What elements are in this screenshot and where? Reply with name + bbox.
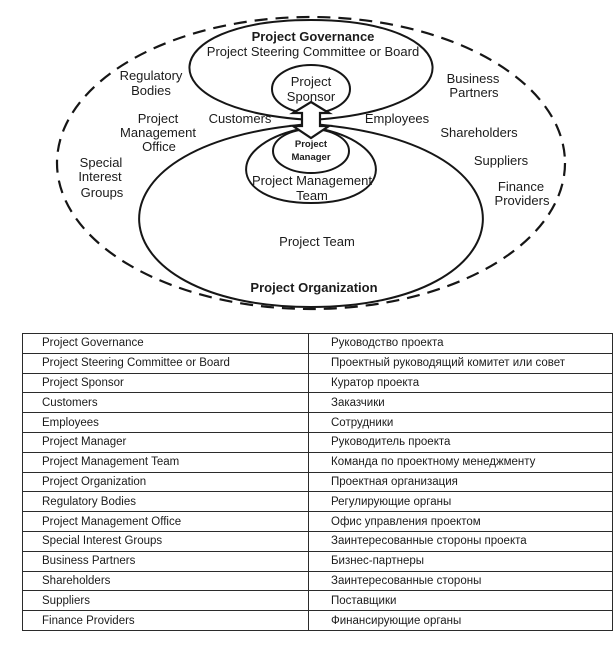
business-partners-label-line2: Partners xyxy=(449,85,499,100)
table-cell-ru: Сотрудники xyxy=(309,413,613,433)
customers-label: Customers xyxy=(208,111,272,126)
project-team-label: Project Team xyxy=(279,234,355,249)
table-cell-en: Business Partners xyxy=(23,551,309,571)
table-row xyxy=(23,334,613,354)
sponsor-label-line1: Project xyxy=(290,74,332,89)
employees-label: Employees xyxy=(364,111,430,126)
table-cell-ru: Руководство проекта xyxy=(309,334,613,354)
table-row xyxy=(23,571,613,591)
pmo-label-line2: Management xyxy=(120,125,196,140)
table-cell-en: Customers xyxy=(23,393,309,413)
table-cell-en: Suppliers xyxy=(23,591,309,611)
table-cell-ru: Куратор проекта xyxy=(309,373,613,393)
manager-label-line2: Manager xyxy=(291,152,331,163)
table-cell-en: Project Organization xyxy=(23,472,309,492)
steering-subtitle: Project Steering Committee or Board xyxy=(206,44,420,59)
pm-team-label-line2: Team xyxy=(296,188,328,203)
table-row xyxy=(23,551,613,571)
special-interest-groups-label-line2: Interest xyxy=(78,169,122,184)
table-row xyxy=(23,591,613,611)
regulatory-bodies-label-line1: Regulatory xyxy=(119,68,183,83)
organization-title: Project Organization xyxy=(250,280,378,295)
table-cell-en: Project Sponsor xyxy=(23,373,309,393)
finance-providers-label-line1: Finance xyxy=(497,179,545,194)
translation-table xyxy=(22,333,613,631)
table-cell-en: Project Manager xyxy=(23,432,309,452)
table-cell-ru: Заинтересованные стороны xyxy=(309,571,613,591)
business-partners-label-line1: Business xyxy=(446,71,500,86)
table-row xyxy=(23,432,613,452)
table-row xyxy=(23,393,613,413)
table-row xyxy=(23,492,613,512)
table-row xyxy=(23,472,613,492)
table-row xyxy=(23,452,613,472)
table-cell-en: Project Governance xyxy=(23,334,309,354)
table-row xyxy=(23,353,613,373)
special-interest-groups-label-line3: Groups xyxy=(80,185,124,200)
table-row xyxy=(23,373,613,393)
table-cell-ru: Заказчики xyxy=(309,393,613,413)
table-cell-ru: Бизнес-партнеры xyxy=(309,551,613,571)
pmo-label-line1: Project xyxy=(137,111,179,126)
table-cell-en: Finance Providers xyxy=(23,611,309,631)
table-cell-en: Employees xyxy=(23,413,309,433)
table-cell-en: Project Steering Committee or Board xyxy=(23,353,309,373)
table-cell-ru: Заинтересованные стороны проекта xyxy=(309,531,613,551)
governance-title: Project Governance xyxy=(251,29,375,44)
special-interest-groups-label-line1: Special xyxy=(79,155,123,170)
pmo-label-line3: Office xyxy=(142,139,176,154)
suppliers-label: Suppliers xyxy=(473,153,529,168)
table-cell-en: Regulatory Bodies xyxy=(23,492,309,512)
table-cell-ru: Поставщики xyxy=(309,591,613,611)
table-cell-ru: Регулирующие органы xyxy=(309,492,613,512)
table-cell-ru: Проектный руководящий комитет или совет xyxy=(309,353,613,373)
table-cell-ru: Финансирующие органы xyxy=(309,611,613,631)
table-cell-ru: Команда по проектному менеджменту xyxy=(309,452,613,472)
table-row xyxy=(23,512,613,532)
finance-providers-label-line2: Providers xyxy=(494,193,550,208)
table-cell-ru: Руководитель проекта xyxy=(309,432,613,452)
manager-label-line1: Project xyxy=(294,139,328,150)
table-cell-en: Special Interest Groups xyxy=(23,531,309,551)
table-row xyxy=(23,531,613,551)
sponsor-label-line2: Sponsor xyxy=(286,89,336,104)
table-cell-en: Shareholders xyxy=(23,571,309,591)
table-row xyxy=(23,413,613,433)
table-cell-ru: Офис управления проектом xyxy=(309,512,613,532)
table-cell-ru: Проектная организация xyxy=(309,472,613,492)
pm-team-label-line1: Project Management xyxy=(252,173,372,188)
table-cell-en: Project Management Team xyxy=(23,452,309,472)
table-row xyxy=(23,611,613,631)
regulatory-bodies-label-line2: Bodies xyxy=(131,83,171,98)
table-cell-en: Project Management Office xyxy=(23,512,309,532)
shareholders-label: Shareholders xyxy=(440,125,518,140)
